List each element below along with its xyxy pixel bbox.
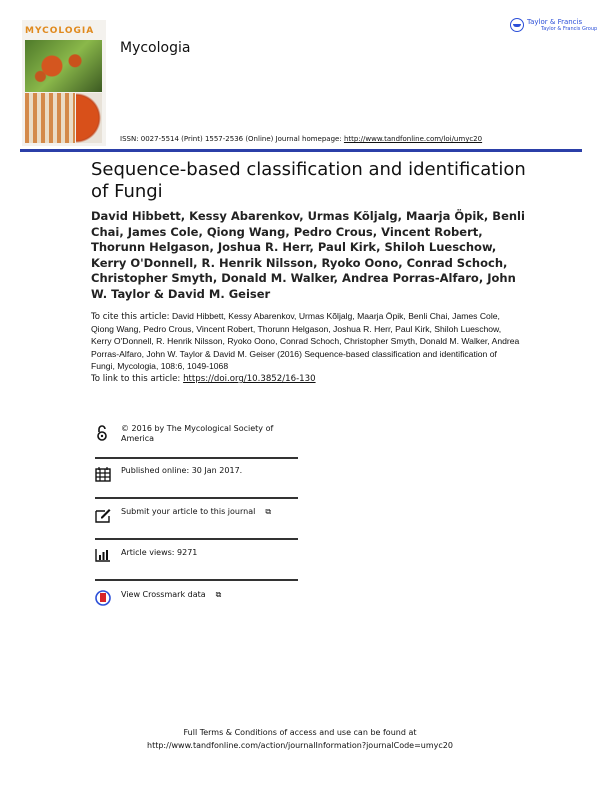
cover-masthead: MYCOLOGIA: [25, 26, 95, 36]
bar-chart-icon: [95, 548, 111, 564]
article-authors: David Hibbett, Kessy Abarenkov, Urmas Kõljalg, Maarja Öpik, Benli Chai, James Cole, Qiong Wang, Pedro Crous, Vincent Robert, Thorunn Helgason, Joshua R. Herr, Paul Kirk, Shiloh Lueschow, Kerry O'Donnell, R. Henrik Nilsson, Ryoko Oono, Conrad Schoch, Christopher Smyth, Donald M. Walker, Andrea Porras-Alfaro, John W. Taylor & David M. Geiser: [91, 209, 525, 301]
calendar-icon: [95, 466, 111, 482]
views-text: Article views: 9271: [121, 548, 198, 557]
journal-name: Mycologia: [120, 40, 191, 56]
link-label: To link to this article:: [91, 374, 181, 384]
publisher-logo-icon: [510, 18, 524, 32]
issn-line: [120, 135, 482, 143]
footer-terms: Full Terms & Conditions of access and use can be found at: [183, 728, 417, 737]
footer: [0, 726, 600, 752]
copyright-item: [95, 424, 298, 444]
submit-item[interactable]: [95, 507, 298, 523]
publisher-logo: [510, 18, 597, 32]
divider: [95, 579, 298, 581]
divider: [95, 457, 298, 459]
article-title: Sequence-based classification and identification of Fungi: [91, 159, 526, 202]
publisher-sub: Taylor & Francis Group: [541, 26, 598, 32]
crossmark-link[interactable]: View Crossmark data: [121, 590, 206, 599]
citation: [91, 310, 521, 372]
cite-text: David Hibbett, Kessy Abarenkov, Urmas Kõljalg, Maarja Öpik, Benli Chai, James Cole, Qiong Wang, Pedro Crous, Vincent Robert, Thorunn Helgason, Joshua R. Herr, Paul Kirk, Shiloh Lueschow, Kerry O'Donnell, R. Henrik Nilsson, Ryoko Oono, Conrad Schoch, Christopher Smyth, Donald M. Walker, Andrea Porras-Alfaro, John W. Taylor & David M. Geiser (2016) Sequence-based classification and identification of Fungi, Mycologia, 108:6, 1049-1068: [91, 311, 520, 371]
external-link-icon: ⧉: [265, 507, 272, 516]
divider: [95, 538, 298, 540]
cover-photo-cups: [25, 40, 102, 92]
doi-link[interactable]: https://doi.org/10.3852/16-130: [183, 374, 316, 384]
cite-label: To cite this article:: [91, 312, 170, 322]
published-item: [95, 466, 298, 482]
submit-link[interactable]: Submit your article to this journal: [121, 507, 256, 516]
cover-photo-micro: [25, 93, 75, 143]
views-item: [95, 548, 298, 564]
article-link: [91, 374, 316, 384]
journal-homepage-link[interactable]: http://www.tandfonline.com/loi/umyc20: [343, 135, 483, 143]
issn-text: ISSN: 0027-5514 (Print) 1557-2536 (Online) Journal homepage:: [120, 135, 344, 143]
journal-cover-image: [22, 20, 106, 146]
external-link-icon: ⧉: [215, 590, 222, 599]
footer-url[interactable]: http://www.tandfonline.com/action/journalInformation?journalCode=umyc20: [147, 741, 453, 750]
publisher-name: Taylor & Francis: [527, 18, 583, 26]
crossmark-icon: [95, 590, 111, 606]
crossmark-item[interactable]: [95, 590, 298, 606]
published-text: Published online: 30 Jan 2017.: [121, 466, 243, 475]
header-divider: [20, 149, 582, 152]
cover-photo-closeup: [76, 93, 102, 143]
divider: [95, 497, 298, 499]
copyright-text: © 2016 by The Mycological Society of America: [121, 424, 274, 443]
edit-icon: [95, 507, 111, 523]
open-access-icon: [95, 424, 111, 440]
